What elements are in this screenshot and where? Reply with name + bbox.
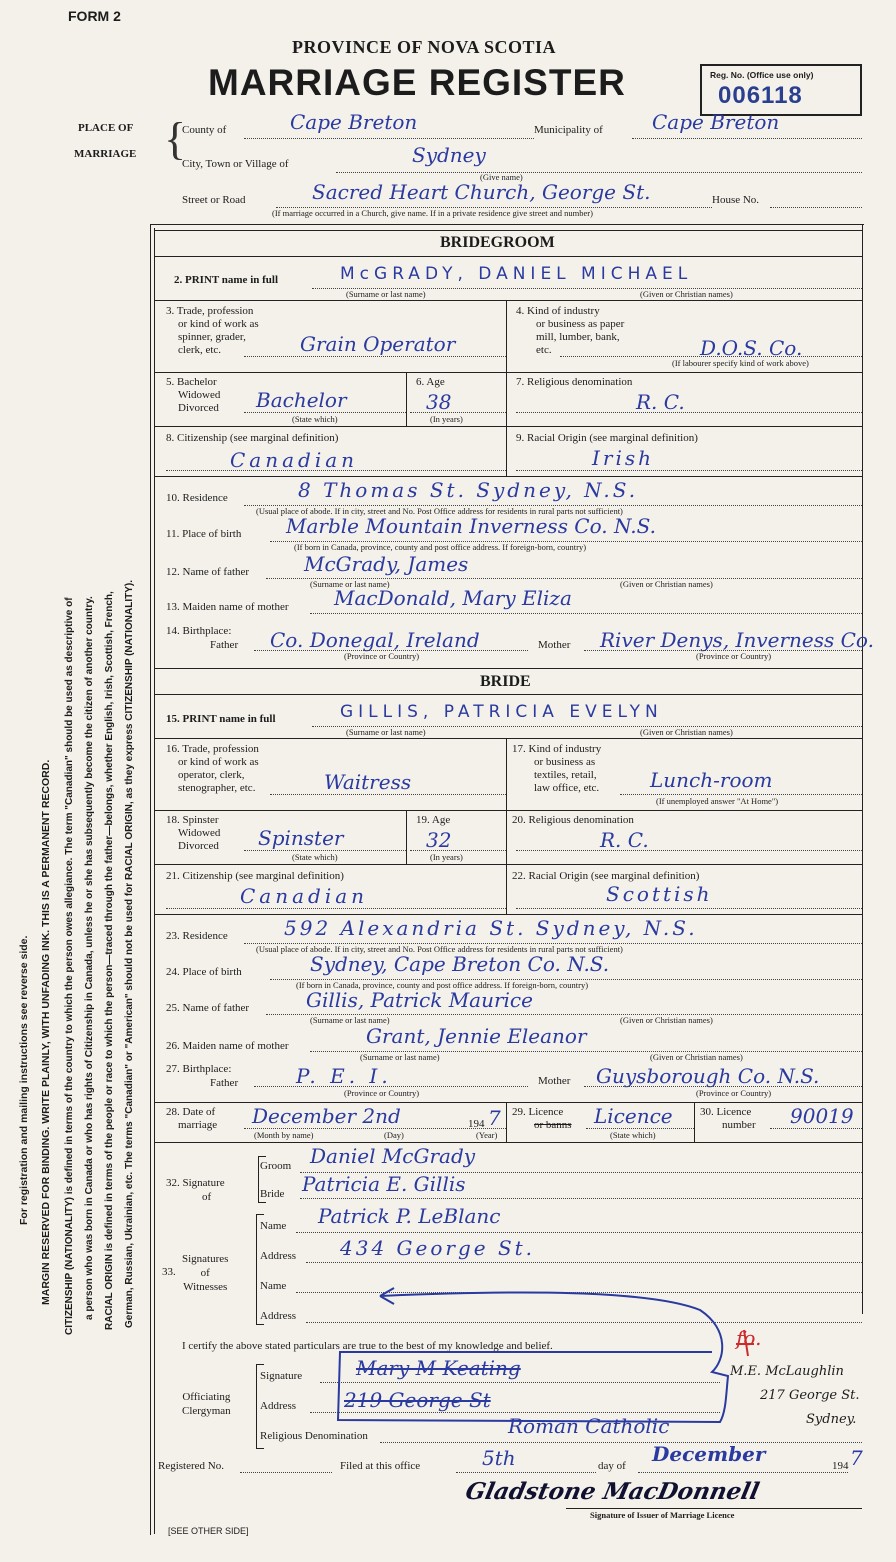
br-father-bp-cap: (Province or Country) — [344, 1088, 420, 1098]
bg-industry-label-d: etc. — [536, 344, 552, 356]
br-father-given-cap: (Given or Christian names) — [620, 1015, 713, 1025]
br-age-value: 32 — [426, 828, 452, 852]
bg-mother-bp-value: River Denys, Inverness Co. — [600, 628, 874, 652]
city-value: Sydney — [412, 143, 486, 167]
bg-age-value: 38 — [426, 390, 452, 414]
br-birthplace-label: 24. Place of birth — [166, 966, 242, 978]
house-no-label: House No. — [712, 194, 760, 206]
br-status-label-b: Widowed — [178, 827, 221, 839]
w2-name-label: Name — [260, 1280, 287, 1292]
w2-address-label: Address — [260, 1310, 297, 1322]
see-other-side: [SEE OTHER SIDE] — [168, 1526, 249, 1536]
street-value: Sacred Heart Church, George St. — [312, 180, 651, 204]
correction-mark: fo. — [736, 1326, 762, 1350]
reg-no-label: Reg. No. (Office use only) — [710, 70, 814, 80]
br-father-value: Gillis, Patrick Maurice — [306, 988, 533, 1012]
bg-religion-value: R. C. — [636, 390, 685, 414]
sidebar-margin-note: MARGIN RESERVED FOR BINDING. WRITE PLAINLY, WITH UNFADING INK. THIS IS A PERMANENT RECORD. — [40, 759, 52, 1305]
bg-status-label-c: Divorced — [178, 402, 219, 414]
witness-label-a: Signatures — [182, 1253, 229, 1265]
place-label-1: PLACE OF — [78, 122, 134, 134]
br-birth-cap: (If born in Canada, province, county and post office address. If foreign-born, country) — [296, 980, 589, 990]
bg-father-bp-cap: (Province or Country) — [344, 651, 420, 661]
br-status-cap: (State which) — [292, 852, 338, 862]
bg-status-value: Bachelor — [256, 388, 347, 412]
city-label: City, Town or Village of — [182, 158, 289, 170]
bg-racial-label: 9. Racial Origin (see marginal definition) — [516, 432, 698, 444]
county-label: County of — [182, 124, 227, 136]
bg-industry-label-c: mill, lumber, bank, — [536, 331, 620, 343]
br-industry-label-b: or business as — [534, 756, 596, 768]
bg-age-label: 6. Age — [416, 376, 445, 388]
form-number: FORM 2 — [68, 8, 121, 24]
sidebar-citizenship-def-2: a person who was born in Canada or who has rights of Citizenship in Canada, unless he or she has subsequently become the citizen of another country. — [84, 596, 95, 1320]
br-given-cap: (Given or Christian names) — [640, 727, 733, 737]
licence-no-label-b: number — [722, 1119, 756, 1131]
br-industry-label-c: textiles, retail, — [534, 769, 597, 781]
bg-given-cap: (Given or Christian names) — [640, 289, 733, 299]
bg-trade-label-a: 3. Trade, profession — [166, 305, 254, 317]
marriage-year-value: 7 — [488, 1106, 501, 1130]
month-cap: (Month by name) — [254, 1130, 314, 1140]
bg-father-label: 12. Name of father — [166, 566, 250, 578]
street-caption: (If marriage occurred in a Church, give name. If in a private residence give street and number) — [272, 208, 593, 218]
filed-day-value: 5th — [482, 1446, 516, 1470]
correction-name: M.E. McLaughlin — [730, 1364, 844, 1379]
br-name-label: 15. PRINT name in full — [166, 713, 276, 725]
bg-father-bp-label: Father — [210, 639, 239, 651]
clergy-religion-label: Religious Denomination — [260, 1430, 368, 1442]
br-trade-label-b: or kind of work as — [178, 756, 259, 768]
w1-address-label: Address — [260, 1250, 297, 1262]
correction-addr2: Sydney. — [806, 1412, 857, 1427]
witness-label-b: of — [200, 1267, 210, 1279]
br-name-value: GILLIS, PATRICIA EVELYN — [340, 702, 663, 722]
w1-name-label: Name — [260, 1220, 287, 1232]
issuer-cap: Signature of Issuer of Marriage Licence — [590, 1510, 735, 1520]
br-father-label: 25. Name of father — [166, 1002, 250, 1014]
br-industry-label-d: law office, etc. — [534, 782, 600, 794]
street-label: Street or Road — [182, 194, 246, 206]
bg-status-cap: (State which) — [292, 414, 338, 424]
bg-mother-bp-label: Mother — [538, 639, 571, 651]
sidebar-racial-def-2: German, Russian, Ukrainian, etc. The terms "Canadian" or "American" should not be used for RACIAL ORIGIN, as they express CITIZENSHIP (NATIONALITY). — [124, 579, 135, 1328]
day-of-label: day of — [598, 1460, 626, 1472]
br-parents-bp-label: 27. Birthplace: — [166, 1063, 232, 1075]
br-status-value: Spinster — [258, 826, 344, 850]
clergy-religion-value: Roman Catholic — [508, 1414, 670, 1438]
clergy-label-b: Clergyman — [182, 1405, 231, 1417]
municipality-value: Cape Breton — [652, 110, 780, 134]
bg-surname-cap: (Surname or last name) — [346, 289, 426, 299]
br-mother-bp-label: Mother — [538, 1075, 571, 1087]
br-religion-label: 20. Religious denomination — [512, 814, 634, 826]
give-name-caption: (Give name) — [480, 172, 523, 182]
bride-sig-label: Bride — [260, 1188, 285, 1200]
sidebar-instructions: For registration and mailing instructions see reverse side. — [18, 935, 30, 1225]
br-residence-cap: (Usual place of abode. If in city, street and No. Post Office address for residents in rural parts not sufficient) — [256, 944, 623, 954]
bg-parents-bp-label: 14. Birthplace: — [166, 625, 232, 637]
br-racial-value: Scottish — [606, 882, 713, 906]
filed-year-value: 7 — [850, 1446, 863, 1470]
municipality-label: Municipality of — [534, 124, 603, 136]
br-trade-value: Waitress — [324, 770, 412, 794]
bg-racial-value: Irish — [592, 446, 655, 470]
bg-father-value: McGrady, James — [304, 552, 469, 576]
bg-name-label: 2. PRINT name in full — [174, 274, 279, 286]
licence-value: Licence — [594, 1104, 673, 1128]
marriage-year-printed: 194 — [468, 1118, 485, 1130]
br-mother-bp-value: Guysborough Co. N.S. — [596, 1064, 820, 1088]
licence-cap: (State which) — [610, 1130, 656, 1140]
date-label-b: marriage — [178, 1119, 218, 1131]
year-cap: (Year) — [476, 1130, 498, 1140]
marriage-date-value: December 2nd — [252, 1104, 401, 1128]
bg-trade-label-d: clerk, etc. — [178, 344, 222, 356]
br-mother-surname-cap: (Surname or last name) — [360, 1052, 440, 1062]
clergy-signature: Mary M Keating — [356, 1356, 521, 1380]
page-title: MARRIAGE REGISTER — [208, 62, 626, 103]
registered-no-label: Registered No. — [158, 1460, 224, 1472]
sidebar-citizenship-def: CITIZENSHIP (NATIONALITY) is defined in terms of the country to which the person owes allegiance. The term "Canadian" should be used as descriptive of — [64, 597, 75, 1335]
br-mother-label: 26. Maiden name of mother — [166, 1040, 289, 1052]
br-racial-label: 22. Racial Origin (see marginal definition) — [512, 870, 700, 882]
w1-address-value: 434 George St. — [340, 1236, 536, 1260]
bg-trade-label-b: or kind of work as — [178, 318, 259, 330]
filed-month-value: December — [652, 1442, 766, 1466]
county-value: Cape Breton — [290, 110, 418, 134]
reg-no-value: 006118 — [718, 82, 803, 109]
bride-heading: BRIDE — [480, 673, 531, 690]
br-age-label: 19. Age — [416, 814, 451, 826]
licence-label-b: or banns — [534, 1119, 572, 1131]
bg-mother-label: 13. Maiden name of mother — [166, 601, 289, 613]
filed-year-printed: 194 — [832, 1460, 849, 1472]
bridegroom-heading: BRIDEGROOM — [440, 234, 555, 251]
licence-label-a: 29. Licence — [512, 1106, 564, 1118]
brace-icon: { — [164, 113, 187, 164]
br-father-surname-cap: (Surname or last name) — [310, 1015, 390, 1025]
br-age-cap: (In years) — [430, 852, 463, 862]
bg-citizenship-value: Canadian — [230, 448, 359, 472]
br-status-label-c: Divorced — [178, 840, 219, 852]
bg-residence-value: 8 Thomas St. Sydney, N.S. — [298, 478, 639, 502]
bg-industry-label-a: 4. Kind of industry — [516, 305, 600, 317]
clergy-label-a: Officiating — [182, 1391, 231, 1403]
bg-status-label-a: 5. Bachelor — [166, 376, 217, 388]
groom-signature: Daniel McGrady — [310, 1144, 476, 1168]
bg-trade-value: Grain Operator — [300, 332, 456, 356]
clergy-sig-label: Signature — [260, 1370, 303, 1382]
bg-residence-cap: (Usual place of abode. If in city, street and No. Post Office address for residents in rural parts not sufficient) — [256, 506, 623, 516]
bg-religion-label: 7. Religious denomination — [516, 376, 633, 388]
licence-no-label-a: 30. Licence — [700, 1106, 752, 1118]
br-father-bp-value: P. E. I. — [296, 1064, 392, 1088]
place-label-2: MARRIAGE — [74, 148, 137, 160]
br-mother-given-cap: (Given or Christian names) — [650, 1052, 743, 1062]
bg-mother-value: MacDonald, Mary Eliza — [334, 586, 572, 610]
bg-birthplace-label: 11. Place of birth — [166, 528, 242, 540]
clergy-address-value: 219 George St — [344, 1388, 491, 1412]
br-mother-bp-cap: (Province or Country) — [696, 1088, 772, 1098]
day-cap: (Day) — [384, 1130, 404, 1140]
br-industry-note: (If unemployed answer "At Home") — [656, 796, 779, 806]
bg-age-cap: (In years) — [430, 414, 463, 424]
bg-mother-bp-cap: (Province or Country) — [696, 651, 772, 661]
bride-signature: Patricia E. Gillis — [302, 1172, 466, 1196]
br-residence-label: 23. Residence — [166, 930, 228, 942]
sig-label-a: 32. Signature — [166, 1177, 225, 1189]
bg-residence-label: 10. Residence — [166, 492, 228, 504]
br-industry-value: Lunch-room — [650, 768, 773, 792]
br-residence-value: 592 Alexandria St. Sydney, N.S. — [284, 916, 698, 940]
bg-birth-cap: (If born in Canada, province, county and post office address. If foreign-born, country) — [294, 542, 587, 552]
witness-number: 33. — [162, 1266, 176, 1278]
bg-status-label-b: Widowed — [178, 389, 221, 401]
br-status-label-a: 18. Spinster — [166, 814, 219, 826]
br-citizenship-label: 21. Citizenship (see marginal definition) — [166, 870, 344, 882]
br-citizenship-value: Canadian — [240, 884, 369, 908]
bg-citizenship-label: 8. Citizenship (see marginal definition) — [166, 432, 339, 444]
br-trade-label-a: 16. Trade, profession — [166, 743, 259, 755]
bg-birthplace-value: Marble Mountain Inverness Co. N.S. — [286, 514, 656, 538]
bg-father-given-cap: (Given or Christian names) — [620, 579, 713, 589]
issuer-signature: Gladstone MacDonnell — [463, 1478, 762, 1505]
bg-name-value: McGRADY, DANIEL MICHAEL — [340, 264, 693, 284]
filed-label: Filed at this office — [340, 1460, 421, 1472]
bg-father-surname-cap: (Surname or last name) — [310, 579, 390, 589]
province-heading: PROVINCE OF NOVA SCOTIA — [292, 37, 557, 57]
bg-industry-label-b: or business as paper — [536, 318, 625, 330]
br-birthplace-value: Sydney, Cape Breton Co. N.S. — [310, 952, 610, 976]
red-tick — [736, 1330, 754, 1356]
bg-trade-label-c: spinner, grader, — [178, 331, 246, 343]
bg-industry-note: (If labourer specify kind of work above) — [672, 358, 809, 368]
witness-label-c: Witnesses — [183, 1281, 228, 1293]
br-religion-value: R. C. — [600, 828, 649, 852]
licence-no-value: 90019 — [790, 1104, 854, 1128]
bg-industry-value: D.O.S. Co. — [700, 336, 803, 360]
sidebar-racial-def: RACIAL ORIGIN is defined in terms of the people or race to which the person—traced through the father—belongs, whether English, Irish, Scottish, French, — [104, 591, 115, 1330]
date-label-a: 28. Date of — [166, 1106, 216, 1118]
sig-label-b: of — [202, 1191, 212, 1203]
certify-statement: I certify the above stated particulars are true to the best of my knowledge and belief. — [182, 1340, 553, 1352]
br-father-bp-label: Father — [210, 1077, 239, 1089]
correction-addr1: 217 George St. — [760, 1388, 860, 1403]
correction-box — [338, 1293, 728, 1422]
br-surname-cap: (Surname or last name) — [346, 727, 426, 737]
br-trade-label-c: operator, clerk, — [178, 769, 245, 781]
clergy-address-label: Address — [260, 1400, 297, 1412]
br-industry-label-a: 17. Kind of industry — [512, 743, 602, 755]
groom-sig-label: Groom — [260, 1160, 292, 1172]
bg-father-bp-value: Co. Donegal, Ireland — [270, 628, 480, 652]
br-trade-label-d: stenographer, etc. — [178, 782, 256, 794]
br-mother-value: Grant, Jennie Eleanor — [366, 1024, 587, 1048]
w1-name-value: Patrick P. LeBlanc — [318, 1204, 501, 1228]
